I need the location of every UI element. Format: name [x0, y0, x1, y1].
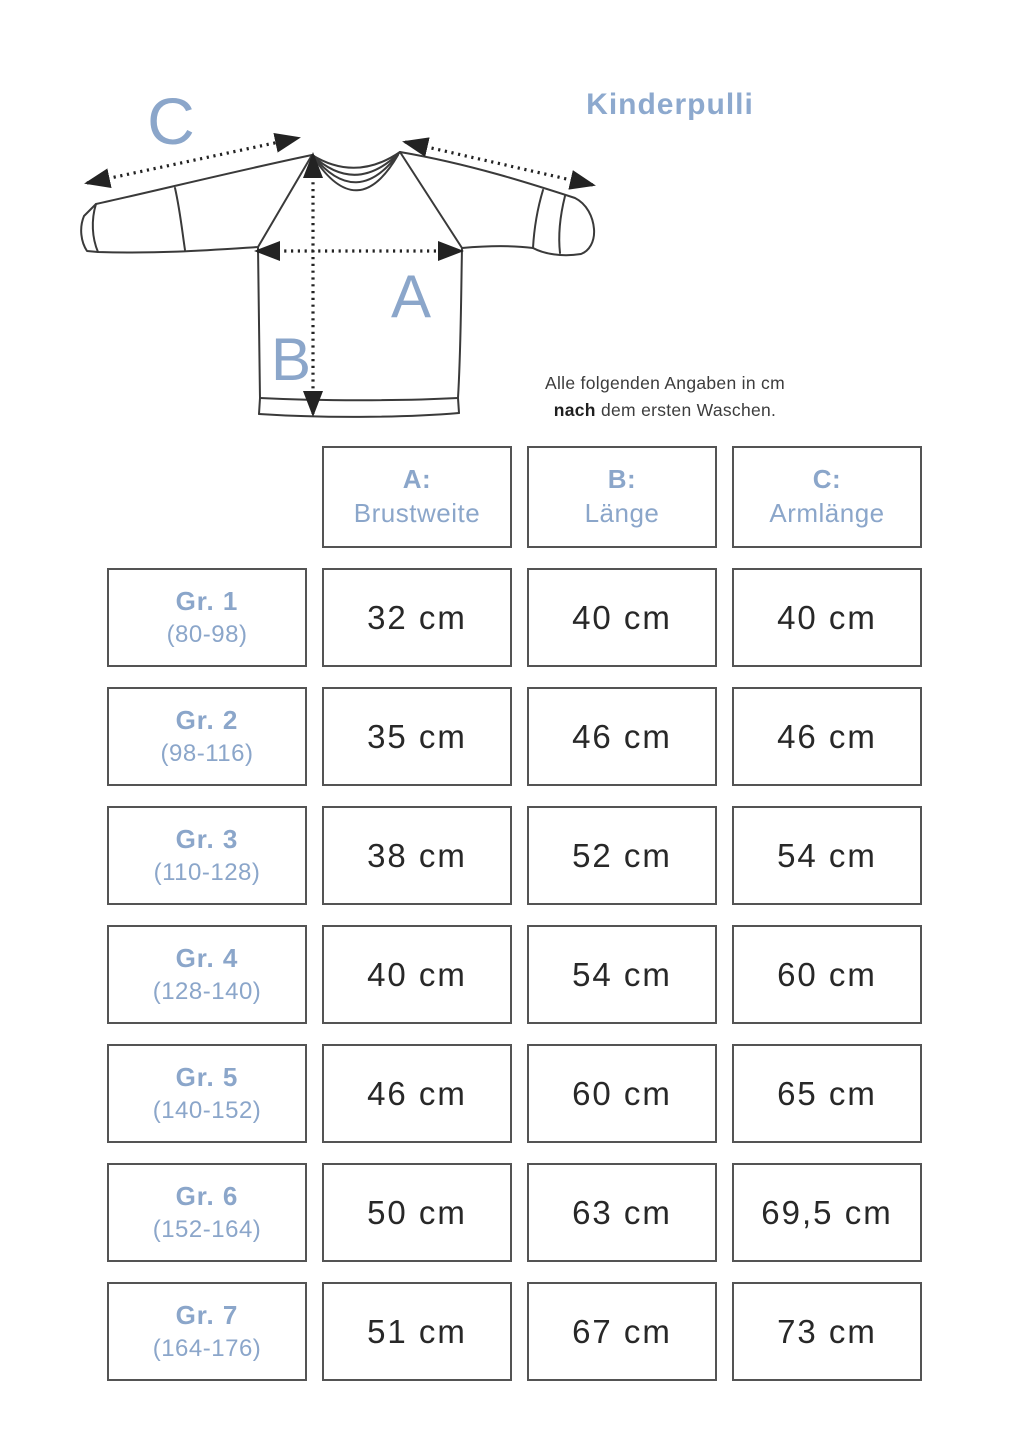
value-text: 54 cm [777, 836, 877, 874]
size-range: (98-116) [160, 739, 254, 767]
column-header-a [322, 446, 512, 548]
value-cell [732, 1044, 922, 1143]
column-header-b [527, 446, 717, 548]
size-name: Gr. 2 [175, 705, 239, 735]
value-text: 40 cm [572, 598, 672, 636]
size-label-box [107, 1163, 307, 1262]
size-range: (128-140) [152, 977, 262, 1005]
value-cell [732, 568, 922, 667]
value-cell [322, 1163, 512, 1262]
arrow-c-right [405, 142, 593, 185]
value-cell [527, 1163, 717, 1262]
value-text: 60 cm [777, 955, 877, 993]
note-line1: Alle folgenden Angaben in cm [545, 373, 785, 393]
size-range: (140-152) [152, 1096, 262, 1124]
value-cell [527, 806, 717, 905]
column-header-c [732, 446, 922, 548]
value-cell [322, 1044, 512, 1143]
size-range: (164-176) [152, 1334, 262, 1362]
size-name: Gr. 6 [175, 1181, 239, 1211]
column-header-a-label: Brustweite [353, 498, 481, 528]
size-name: Gr. 4 [175, 943, 239, 973]
column-header-b-key: B: [607, 464, 637, 495]
table-corner-spacer [107, 446, 307, 548]
value-text: 65 cm [777, 1074, 877, 1112]
value-cell [322, 1282, 512, 1381]
value-text: 73 cm [777, 1312, 877, 1350]
note-line2-rest: dem ersten Waschen. [595, 400, 777, 421]
value-text: 46 cm [572, 717, 672, 755]
value-text: 32 cm [367, 598, 467, 636]
column-header-c-key: C: [812, 464, 842, 495]
size-name: Gr. 3 [175, 824, 239, 854]
value-cell [527, 1282, 717, 1381]
value-text: 51 cm [367, 1312, 467, 1350]
value-text: 40 cm [367, 955, 467, 993]
value-text: 60 cm [572, 1074, 672, 1112]
value-text: 52 cm [572, 836, 672, 874]
value-text: 46 cm [367, 1074, 467, 1112]
column-header-c-label: Armlänge [769, 498, 885, 528]
column-header-a-key: A: [402, 464, 432, 495]
value-cell [322, 687, 512, 786]
value-text: 69,5 cm [761, 1193, 893, 1231]
column-header-b-label: Länge [584, 498, 660, 528]
value-cell [322, 806, 512, 905]
size-name: Gr. 7 [175, 1300, 239, 1330]
size-label-box [107, 806, 307, 905]
value-text: 54 cm [572, 955, 672, 993]
size-range: (80-98) [166, 620, 248, 648]
diagram-label-c: C [147, 84, 195, 158]
value-cell [732, 1163, 922, 1262]
size-label-box [107, 925, 307, 1024]
size-range: (152-164) [152, 1215, 262, 1243]
value-text: 63 cm [572, 1193, 672, 1231]
size-range: (110-128) [153, 858, 261, 886]
value-cell [732, 687, 922, 786]
value-text: 38 cm [367, 836, 467, 874]
size-label-box [107, 1044, 307, 1143]
value-text: 67 cm [572, 1312, 672, 1350]
value-text: 40 cm [777, 598, 877, 636]
value-cell [732, 806, 922, 905]
value-cell [527, 568, 717, 667]
size-name: Gr. 5 [175, 1062, 239, 1092]
value-text: 50 cm [367, 1193, 467, 1231]
note-line2 [470, 397, 860, 424]
note-line2-bold: nach [553, 400, 596, 421]
size-label-box [107, 1282, 307, 1381]
size-label-box [107, 687, 307, 786]
value-cell [732, 925, 922, 1024]
diagram-label-b: B [270, 326, 312, 393]
diagram-label-a: A [390, 263, 432, 330]
page-title: Kinderpulli [586, 88, 754, 121]
value-cell [527, 925, 717, 1024]
note [470, 370, 860, 425]
size-table [107, 446, 922, 1381]
value-cell [322, 925, 512, 1024]
size-name: Gr. 1 [175, 586, 239, 616]
value-cell [527, 687, 717, 786]
value-cell [527, 1044, 717, 1143]
value-cell [322, 568, 512, 667]
value-cell [732, 1282, 922, 1381]
value-text: 46 cm [777, 717, 877, 755]
value-text: 35 cm [367, 717, 467, 755]
size-label-box [107, 568, 307, 667]
